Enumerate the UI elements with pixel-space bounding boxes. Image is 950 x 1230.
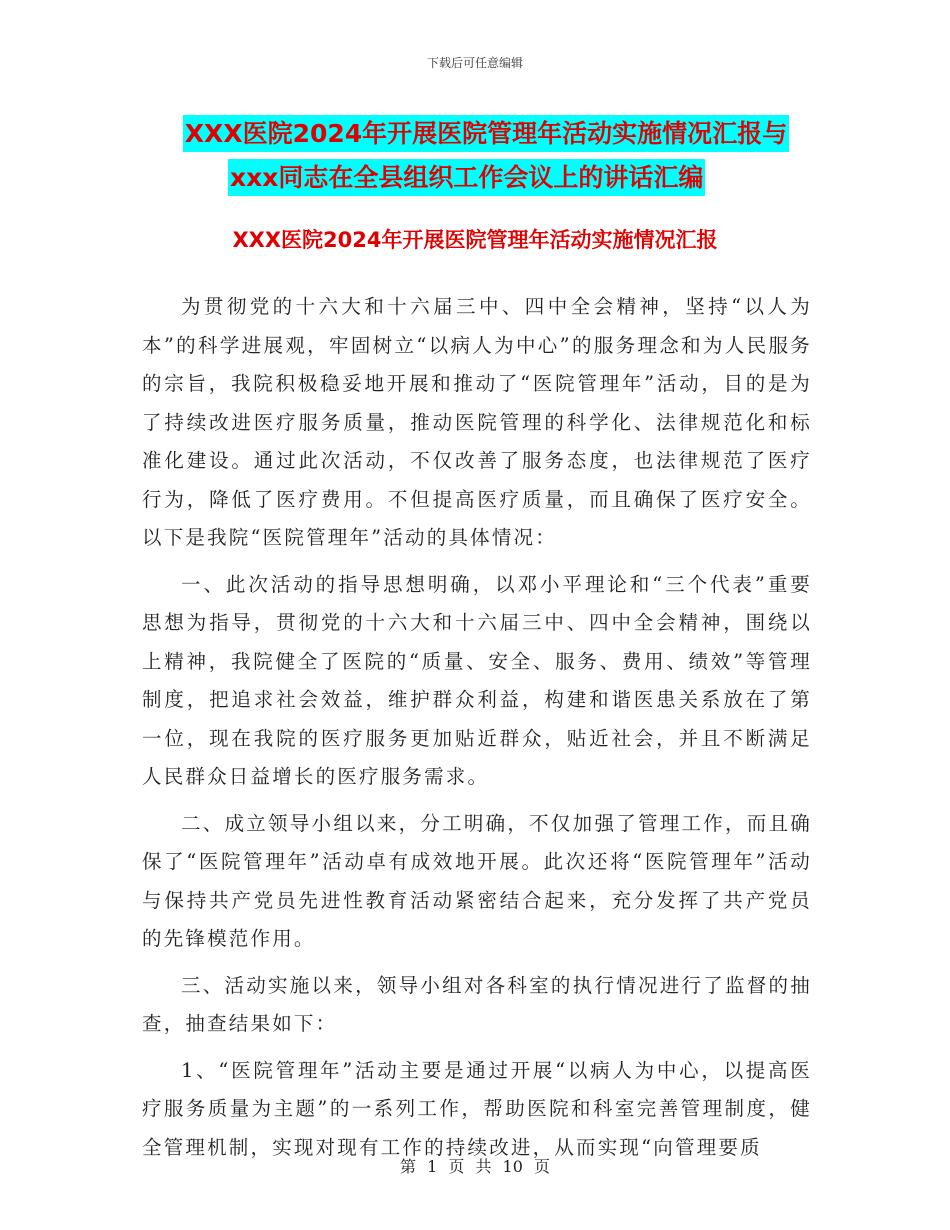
paragraph-3: 三、活动实施以来，领导小组对各科室的执行情况进行了监督的抽查，抽查结果如下：: [142, 973, 812, 1035]
page-footer: 第 1 页 共 10 页: [400, 1157, 550, 1176]
paragraph-2: 二、成立领导小组以来，分工明确，不仅加强了管理工作，而且确保了“医院管理年”活动卓有成效地开展。此次还将“医院管理年”活动与保持共产党员先进性教育活动紧密结合起来，充分发挥了共产党员的先锋模范作用。: [142, 811, 812, 950]
paragraph-intro: 为贯彻党的十六大和十六届三中、四中全会精神，坚持“以人为本”的科学进展观，牢固树立“以病人为中心”的服务理念和为人民服务的宗旨，我院积极稳妥地开展和推动了“医院管理年”活动，目的是为了持续改进医疗服务质量，推动医院管理的科学化、法律规范化和标准化建设。通过此次活动，不仅改善了服务态度，也法律规范了医疗行为，降低了医疗费用。不但提高医疗质量，而且确保了医疗安全。以下是我院“医院管理年”活动的具体情况：: [142, 295, 812, 549]
header-note: 下载后可任意编辑: [426, 56, 523, 70]
main-title-line-2: [228, 158, 705, 194]
main-title-line-1-text: XXX医院2024年开展医院管理年活动实施情况汇报与: [183, 115, 789, 152]
main-title-line-2-text: xxx同志在全县组织工作会议上的讲话汇编: [228, 159, 705, 196]
body-text: [142, 288, 812, 1167]
section-title: XXX医院2024年开展医院管理年活动实施情况汇报: [232, 228, 718, 252]
main-title-line-1: [0, 114, 950, 150]
paragraph-3-item-1: 1、“医院管理年”活动主要是通过开展“以病人为中心，以提高医疗服务质量为主题”的一系列工作，帮助医院和科室完善管理制度，健全管理机制，实现对现有工作的持续改进，从而实现“向管理要质: [142, 1058, 812, 1159]
paragraph-1: 一、此次活动的指导思想明确，以邓小平理论和“三个代表”重要思想为指导，贯彻党的十六大和十六届三中、四中全会精神，围绕以上精神，我院健全了医院的“质量、安全、服务、费用、绩效”等管理制度，把追求社会效益，维护群众利益，构建和谐医患关系放在了第一位，现在我院的医疗服务更加贴近群众，贴近社会，并且不断满足人民群众日益增长的医疗服务需求。: [142, 572, 812, 788]
